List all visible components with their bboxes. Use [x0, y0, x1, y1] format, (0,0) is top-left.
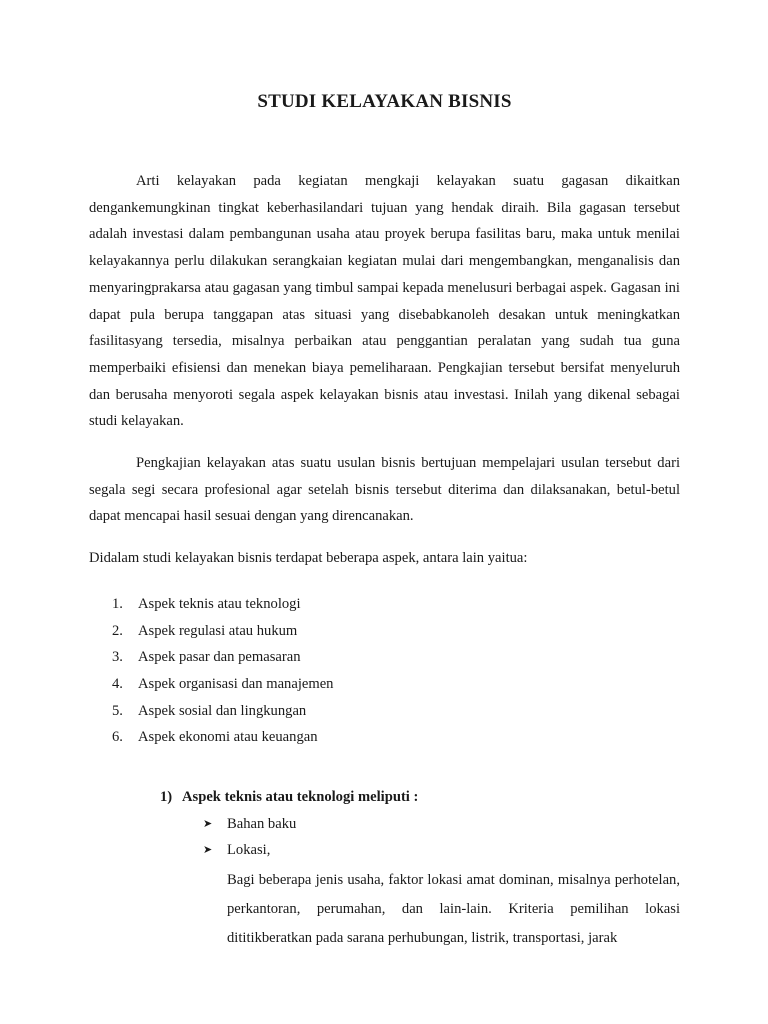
aspects-intro: Didalam studi kelayakan bisnis terdapat beberapa aspek, antara lain yaitua: [89, 550, 528, 567]
bullet-text: Lokasi, [227, 842, 271, 859]
bullet-text: Bahan baku [227, 815, 297, 832]
list-text: Aspek organisasi dan manajemen [138, 675, 334, 692]
list-text: Aspek ekonomi atau keuangan [138, 729, 318, 746]
paragraph-2: Pengkajian kelayakan atas suatu usulan bisnis bertujuan mempelajari usulan tersebut dari segala segi secara profesional agar setelah bisnis tersebut diterima dan dilaksanakan, betul-betul dapat mencapai hasil sesuai dengan yang direncanakan. [89, 455, 680, 525]
arrow-right-icon: ➤ [203, 817, 213, 830]
list-number: 3. [112, 649, 123, 666]
bullet-item [203, 811, 680, 838]
list-number: 6. [112, 729, 123, 746]
arrow-right-icon: ➤ [203, 844, 213, 857]
bullet-list [89, 811, 680, 864]
list-item [112, 591, 680, 618]
bullet-item [203, 837, 680, 864]
list-number: 4. [112, 675, 123, 692]
list-text: Aspek regulasi atau hukum [138, 622, 298, 639]
lokasi-description: Bagi beberapa jenis usaha, faktor lokasi amat dominan, misalnya perhotelan, perkantoran, perumahan, dan lain-lain. Kriteria pemilihan lokasi dititikberatkan pada sarana perhubungan, listrik, transportasi, jarak [227, 872, 680, 947]
aspects-list [89, 591, 680, 751]
section-heading-text: Aspek teknis atau teknologi meliputi : [182, 789, 419, 806]
document-title: STUDI KELAYAKAN BISNIS [257, 91, 512, 112]
list-text: Aspek teknis atau teknologi [138, 595, 301, 612]
list-number: 5. [112, 702, 123, 719]
list-text: Aspek sosial dan lingkungan [138, 702, 307, 719]
list-number: 1. [112, 595, 123, 612]
paragraph-1: Arti kelayakan pada kegiatan mengkaji kelayakan suatu gagasan dikaitkan dengankemungkinan tingkat keberhasilandari tujuan yang hendak diraih. Bila gagasan tersebut adalah investasi dalam pembangunan usaha atau proyek berupa fasilitas baru, maka untuk menilai kelayakannya perlu dilakukan serangkaian kegiatan mulai dari mengembangkan, menganalisis dan menyaringprakarsa atau gagasan yang timbul sampai kepada menelusuri berbagai aspek. Gagasan ini dapat pula berupa tanggapan atas situasi yang disebabkanoleh desakan untuk meningkatkan fasilitasyang tersedia, misalnya perbaikan atau penggantian peralatan yang sudah tua guna memperbaiki efisiensi dan menekan biaya pemeliharaan. Pengkajian tersebut bersifat menyeluruh dan berusaha menyoroti segala aspek kelayakan bisnis atau investasi. Inilah yang dikenal sebagai studi kelayakan. [89, 173, 680, 430]
list-number: 2. [112, 622, 123, 639]
list-item [112, 644, 680, 671]
section-heading [89, 784, 680, 811]
list-item [112, 724, 680, 751]
list-item [112, 618, 680, 645]
section-number: 1) [160, 789, 173, 806]
list-item [112, 698, 680, 725]
list-item [112, 671, 680, 698]
list-text: Aspek pasar dan pemasaran [138, 649, 301, 666]
